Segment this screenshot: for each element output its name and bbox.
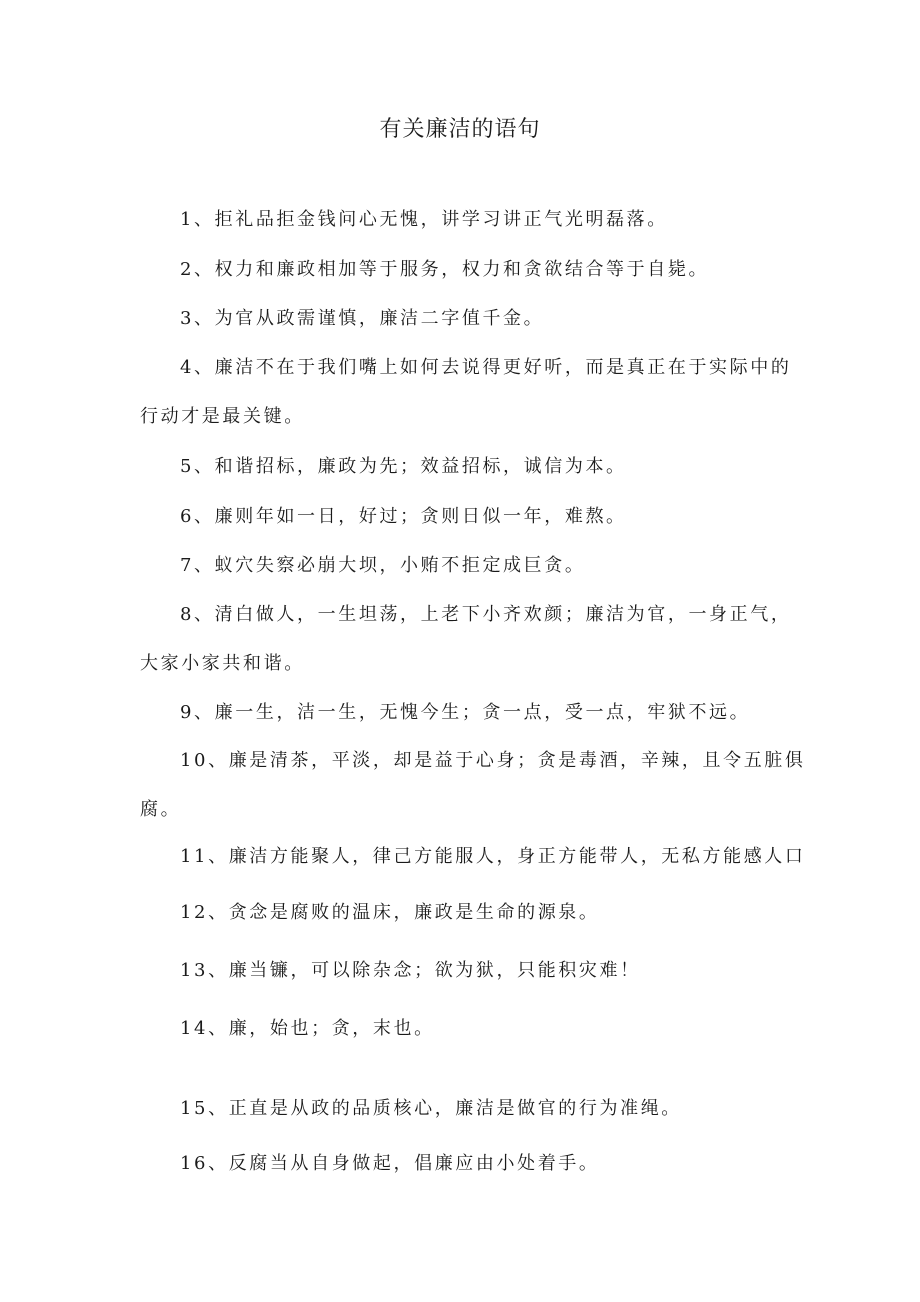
list-item: 14、廉，始也；贪，末也。 — [180, 1018, 435, 1039]
list-item: 8、清白做人，一生坦荡，上老下小齐欢颜；廉洁为官，一身正气， — [180, 604, 792, 625]
list-item: 5、和谐招标，廉政为先；效益招标，诚信为本。 — [180, 456, 627, 477]
list-item: 3、为官从政需谨慎，廉洁二字值千金。 — [180, 308, 545, 329]
page-title: 有关廉洁的语句 — [379, 117, 541, 142]
list-item: 6、廉则年如一日，好过；贪则日似一年，难熬。 — [180, 506, 627, 527]
list-item: 10、廉是清茶，平淡，却是益于心身；贪是毒酒，辛辣，且令五脏俱 — [180, 750, 806, 771]
list-item: 2、权力和廉政相加等于服务，权力和贪欲结合等于自毙。 — [180, 259, 710, 280]
list-item: 16、反腐当从自身做起，倡廉应由小处着手。 — [180, 1153, 600, 1174]
list-item: 15、正直是从政的品质核心，廉洁是做官的行为准绳。 — [180, 1098, 682, 1119]
list-item: 9、廉一生，洁一生，无愧今生；贪一点，受一点，牢狱不远。 — [180, 702, 751, 723]
list-item: 7、蚁穴失察必崩大坝，小贿不拒定成巨贪。 — [180, 555, 586, 576]
list-item: 12、贪念是腐败的温床，廉政是生命的源泉。 — [180, 902, 600, 923]
list-item-continuation: 行动才是最关键。 — [140, 406, 305, 427]
list-item: 11、廉洁方能聚人，律己方能服人，身正方能带人，无私方能感人口 — [180, 846, 806, 867]
list-item: 1、拒礼品拒金钱问心无愧，讲学习讲正气光明磊落。 — [180, 209, 668, 230]
list-item-continuation: 大家小家共和谐。 — [140, 653, 305, 674]
list-item: 4、廉洁不在于我们嘴上如何去说得更好听，而是真正在于实际中的 — [180, 357, 792, 378]
list-item: 13、廉当镰，可以除杂念；欲为狱，只能积灾难！ — [180, 960, 641, 981]
list-item-continuation: 腐。 — [140, 799, 182, 820]
